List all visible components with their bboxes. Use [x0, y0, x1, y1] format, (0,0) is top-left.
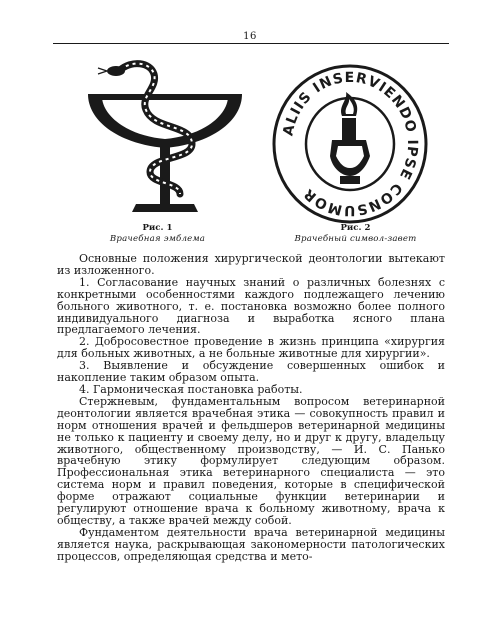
figure-2	[270, 64, 430, 224]
figure-1	[80, 52, 250, 224]
paragraph: 2. Добросовестное проведение в жизнь принципа «хирургия для больных животных, а не больные животные для хирургии».	[57, 335, 445, 361]
figure-1-description: Врачебная эмблема	[109, 234, 206, 244]
figure-2-description: Врачебный символ-завет	[294, 234, 417, 244]
paragraph: Основные положения хирургической деонтологии вытекают из изложенного.	[57, 252, 445, 277]
paragraph: Стержневым, фундаментальным вопросом ветеринарной деонтологии является врачебная этика — совокупность правил и норм отношения врачей и фельдшеров ветеринарной медицины не только к пациенту и своему делу, но и друг к другу, владельцу животного, общественному производству, — И. С. Панько врачебную этику формулирует следующим образом. Профессиональная этика ветеринарного специалиста — это система норм и правил поведения, которые в специфической форме отражают социальные функции ветеринарии и регулируют отношение врача к больному животному, врача к обществу, а также врачей между собой.	[57, 394, 445, 527]
paragraph: 4. Гармоническая постановка работы.	[79, 382, 303, 396]
burning-candle-seal-icon	[270, 64, 430, 224]
paragraph: 3. Выявление и обсуждение совершенных ошибок и накопление таким образом опыта.	[57, 359, 445, 385]
body-text	[57, 253, 445, 563]
header-rule	[53, 43, 449, 44]
figure-1-number: Рис. 1	[142, 223, 173, 233]
paragraph: Фундаментом деятельности врача ветеринарной медицины является наука, раскрывающая закономерности патологических процессов, определяющая средства и мето-	[57, 525, 445, 563]
bowl-and-snake-emblem-icon	[80, 52, 250, 224]
figure-2-caption	[268, 223, 443, 245]
paragraph: 1. Согласование научных знаний о различных болезнях с конкретными особенностями каждого подлежащего лечению больного животного, т. е. постановка возможно более полного индивидуального диагноза и выработка ясного плана предлагаемого лечения.	[57, 275, 445, 337]
page-number: 16	[243, 31, 257, 42]
seal-text: ALIIS INSERVIENDO IPSE CONSUMOR	[280, 69, 421, 219]
figure-2-number: Рис. 2	[340, 223, 371, 233]
figure-1-caption	[75, 223, 240, 245]
